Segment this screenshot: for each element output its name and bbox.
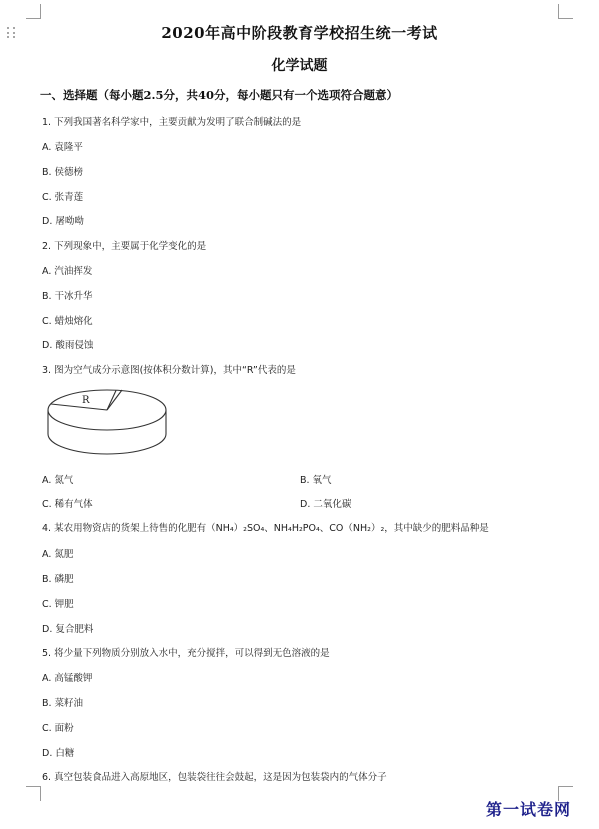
question-3-option-b: B. 氧气 [300, 475, 332, 486]
question-5-option-b: B. 菜籽油 [42, 698, 84, 709]
question-2-option-a: A. 汽油挥发 [42, 266, 93, 277]
question-4-option-a: A. 氮肥 [42, 549, 74, 560]
watermark-logo: 第一试卷网 [486, 800, 572, 819]
question-4-option-d: D. 复合肥料 [42, 624, 94, 635]
slice-label-r: R [82, 395, 90, 406]
question-1-option-a: A. 袁隆平 [42, 142, 83, 153]
question-3-option-d: D. 二氧化碳 [300, 499, 352, 510]
question-3-option-a: A. 氮气 [42, 475, 74, 486]
question-4-stem: 4. 某农用物资店的货架上待售的化肥有（NH₄）₂SO₄、NH₄H₂PO₄、CO（NH₂）₂，其中缺少的肥料品种是 [42, 523, 489, 534]
question-5-option-d: D. 白糖 [42, 748, 75, 759]
question-1-option-b: B. 侯德榜 [42, 167, 84, 178]
question-1-option-c: C. 张青莲 [42, 192, 84, 203]
crop-mark-top-right [558, 4, 573, 19]
question-4-option-c: C. 钾肥 [42, 599, 74, 610]
question-5-option-c: C. 面粉 [42, 723, 74, 734]
crop-mark-top-left [26, 4, 41, 19]
section-heading: 一、选择题（每小题2.5分，共40分，每小题只有一个选项符合题意） [40, 88, 399, 102]
question-5-stem: 5. 将少量下列物质分别放入水中，充分搅拌，可以得到无色溶液的是 [42, 648, 330, 659]
page-subtitle: 化学试题 [271, 58, 328, 74]
question-3-stem: 3. 图为空气成分示意图(按体积分数计算)，其中“R”代表的是 [42, 365, 296, 376]
question-6-stem: 6. 真空包装食品进入高原地区，包装袋往往会鼓起，这是因为包装袋内的气体分子 [42, 772, 387, 783]
question-3-option-c: C. 稀有气体 [42, 499, 93, 510]
page-title: 2020年高中阶段教育学校招生统一考试 [161, 24, 438, 42]
question-2-option-c: C. 蜡烛熔化 [42, 316, 93, 327]
question-1-option-d: D. 屠呦呦 [42, 216, 84, 227]
air-composition-pie-diagram [46, 384, 168, 460]
question-2-option-b: B. 干冰升华 [42, 291, 93, 302]
question-2-option-d: D. 酸雨侵蚀 [42, 340, 94, 351]
crop-mark-bottom-left [26, 786, 41, 801]
question-2-stem: 2. 下列现象中，主要属于化学变化的是 [42, 241, 207, 252]
question-4-option-b: B. 磷肥 [42, 574, 74, 585]
question-1-stem: 1. 下列我国著名科学家中，主要贡献为发明了联合制碱法的是 [42, 117, 302, 128]
question-5-option-a: A. 高锰酸钾 [42, 673, 93, 684]
